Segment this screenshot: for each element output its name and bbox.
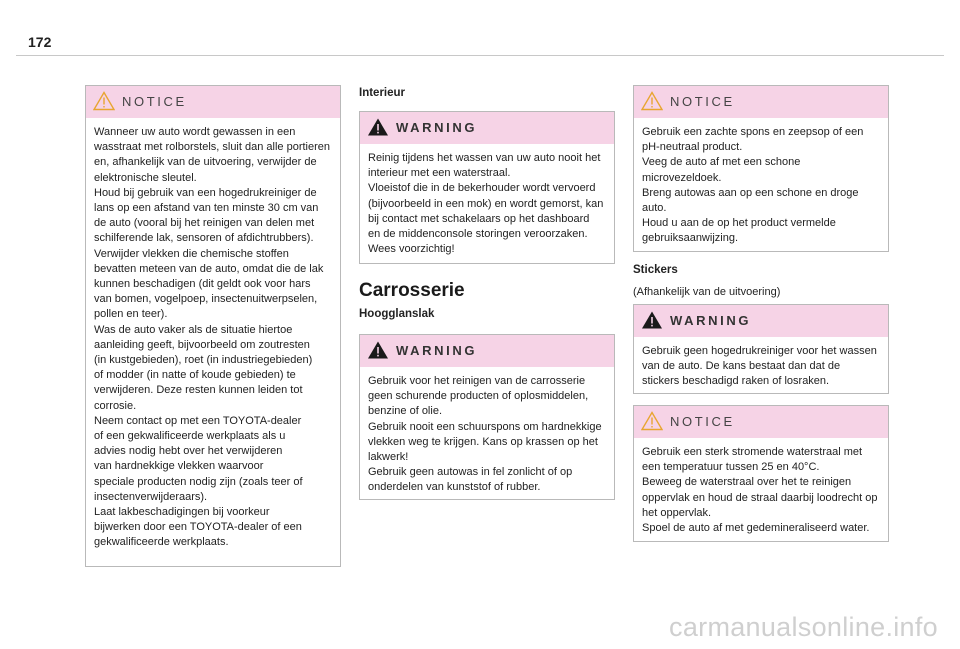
warning-box-body: [359, 334, 615, 500]
notice-label: NOTICE: [670, 94, 735, 109]
warning-text: Gebruik geen hogedrukreiniger voor het wassen van de auto. De kans bestaat dan dat de stickers beschadigd raken of losraken.: [642, 345, 877, 388]
section-title: Carrosserie: [359, 280, 465, 301]
notice-box-right-top: [633, 85, 889, 252]
warning-label: WARNING: [396, 343, 478, 358]
notice-header: [86, 86, 340, 118]
notice-box-left: [85, 85, 341, 567]
gloss-heading: Hoogglanslak: [359, 308, 435, 320]
warning-text: Gebruik voor het reinigen van de carrosserie geen schurende producten of oplosmiddelen, benzine of olie. Gebruik nooit een schuurspons om hardnekkige vlekken weg te krijgen. Kans op krassen op het lakwerk! Gebruik geen autowas in fel zonlicht of op onderdelen van kunststof of rubber.: [368, 375, 602, 494]
notice-text: Wanneer uw auto wordt gewassen in een wasstraat met rolborstels, sluit dan alle portieren en, afhankelijk van de uitvoering, verwijder de elektronische sleutel. Houd bij gebruik van een hogedrukreiniger de lans op een afstand van ten minste 30 cm van de auto (vooral bij het reinigen van delen met schilferende lak, sensoren of afdichtrubbers). Verwijder vlekken die chemische stoffen bevatten meteen van de auto, omdat die de lak kunnen beschadigen (dit geldt ook voor hars van bomen, vogelpoep, insectenuitwerpselen, pollen en teer). Was de auto vaker als de situatie hiertoe aanleiding geeft, bijvoorbeeld om zoutresten (in kustgebieden), roet (in industriegebieden) of modder (in natte of koude gebieden) te verwijderen. Deze resten kunnen leiden tot corrosie. Neem contact op met een TOYOTA-dealer of een gekwalificeerde werkplaats als u advies nodig hebt over het verwijderen van hardnekkige vlekken waarvoor speciale producten nodig zijn (zoals teer of insectenverwijderaars). Laat lakbeschadigingen bij voorkeur bijwerken door een TOYOTA-dealer of een gekwalificeerde werkplaats.: [94, 126, 330, 549]
notice-label: NOTICE: [122, 94, 187, 109]
stickers-note: (Afhankelijk van de uitvoering): [633, 286, 781, 298]
interior-heading: Interieur: [359, 87, 406, 99]
notice-box-right-bottom: [633, 405, 889, 542]
notice-triangle-icon: [641, 411, 663, 431]
warning-triangle-icon: [367, 117, 389, 137]
warning-box-stickers: [633, 304, 889, 394]
warning-body: [360, 367, 614, 504]
notice-body: [86, 118, 340, 559]
warning-box-interior: [359, 111, 615, 264]
warning-body: [360, 144, 614, 265]
warning-header: [360, 335, 614, 367]
top-divider: [16, 55, 944, 56]
warning-label: WARNING: [670, 313, 752, 328]
notice-header: [634, 406, 888, 438]
warning-header: [634, 305, 888, 337]
warning-header: [360, 112, 614, 144]
warning-triangle-icon: [641, 310, 663, 330]
notice-text: Gebruik een sterk stromende waterstraal met een temperatuur tussen 25 en 40°C. Beweeg de waterstraal over het te reinigen oppervlak en houd de straal daarbij loodrecht op het oppervlak. Spoel de auto af met gedemineraliseerd water.: [642, 446, 878, 535]
notice-body: [634, 118, 888, 255]
notice-header: [634, 86, 888, 118]
notice-triangle-icon: [93, 91, 115, 111]
notice-text: Gebruik een zachte spons en zeepsop of een pH-neutraal product. Veeg de auto af met een schone microvezeldoek. Breng autowas aan op een schone en droge auto. Houd u aan de op het product vermelde gebruiksaanwijzing.: [642, 126, 864, 245]
notice-label: NOTICE: [670, 414, 735, 429]
warning-text: Reinig tijdens het wassen van uw auto nooit het interieur met een waterstraal. Vloeistof die in de bekerhouder wordt vervoerd (bijvoorbeeld in een mok) en wordt gemorst, kan bij contact met schakelaars op het dashboard en de middenconsole storingen veroorzaken. Wees voorzichtig!: [368, 152, 604, 256]
notice-triangle-icon: [641, 91, 663, 111]
warning-triangle-icon: [367, 340, 389, 360]
warning-body: [634, 337, 888, 398]
stickers-heading: Stickers: [633, 264, 678, 276]
page-number: 172: [28, 34, 52, 50]
notice-body: [634, 438, 888, 544]
warning-label: WARNING: [396, 120, 478, 135]
watermark: carmanualsonline.info: [669, 612, 938, 642]
